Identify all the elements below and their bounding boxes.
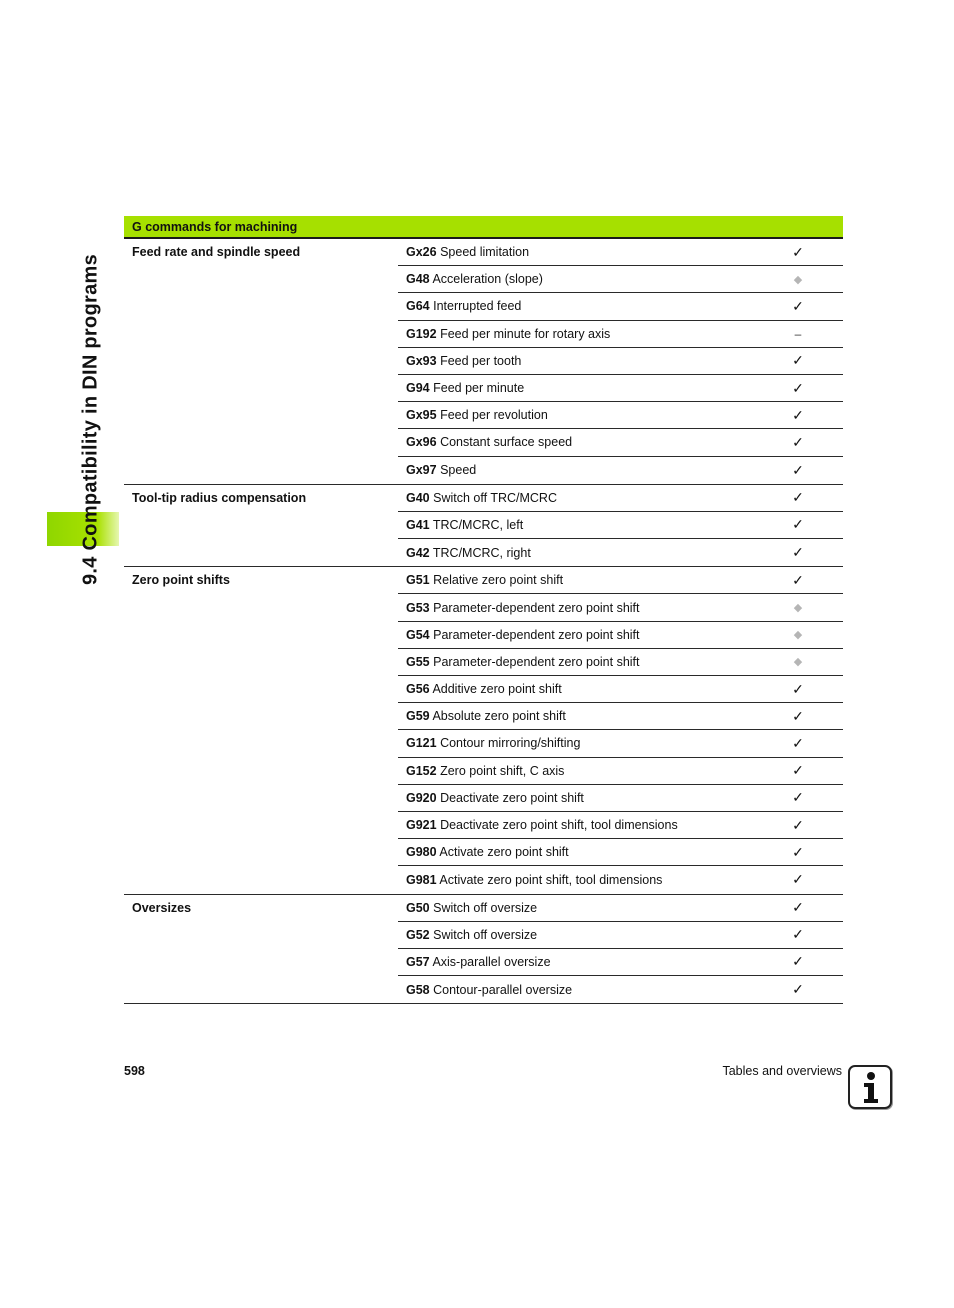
command-code: G41 (406, 517, 430, 532)
footer-section-title: Tables and overviews (722, 1064, 842, 1078)
command-cell (398, 983, 753, 997)
command-code: G64 (406, 299, 430, 314)
check-icon: ✓ (792, 406, 804, 423)
command-code: G56 (406, 682, 430, 697)
table-row (398, 594, 843, 621)
diamond-icon: ◆ (793, 273, 803, 286)
command-description: Speed (440, 463, 477, 478)
command-cell (398, 272, 753, 286)
command-description: Feed per revolution (440, 408, 548, 423)
table-row (398, 649, 843, 676)
command-cell (398, 764, 753, 778)
command-description: Contour-parallel oversize (433, 982, 573, 997)
table-row (398, 758, 843, 785)
command-description: Parameter-dependent zero point shift (433, 654, 640, 669)
group-label: Oversizes (132, 900, 192, 915)
check-icon: ✓ (792, 297, 804, 314)
section-title-vertical: 9.4 Compatibility in DIN programs (79, 253, 102, 585)
command-code: G50 (406, 900, 430, 915)
group-label: Tool-tip radius compensation (132, 490, 307, 505)
command-cell (398, 955, 753, 969)
command-cell (398, 901, 753, 915)
command-code: G192 (406, 326, 437, 341)
command-code: G121 (406, 736, 437, 751)
command-code: G920 (406, 790, 437, 805)
command-cell (398, 245, 753, 259)
command-description: Additive zero point shift (432, 682, 562, 697)
check-icon: ✓ (792, 680, 804, 697)
command-cell (398, 408, 753, 422)
table-group (124, 567, 843, 894)
group-rows (398, 895, 843, 1004)
command-code: G55 (406, 654, 430, 669)
command-description: Feed per minute for rotary axis (440, 326, 611, 341)
command-description: Feed per tooth (440, 353, 522, 368)
diamond-icon: ◆ (793, 602, 803, 615)
check-icon: ✓ (792, 843, 804, 860)
command-code: G980 (406, 845, 437, 860)
group-rows (398, 567, 843, 893)
command-description: TRC/MCRC, left (432, 517, 524, 532)
command-cell (398, 682, 753, 696)
table-body (124, 239, 843, 1004)
page-number: 598 (124, 1064, 145, 1078)
command-code: G52 (406, 927, 430, 942)
command-cell (398, 736, 753, 750)
table-row (398, 375, 843, 402)
table-row (398, 239, 843, 266)
table-row (398, 622, 843, 649)
table-group (124, 239, 843, 485)
command-code: G921 (406, 818, 437, 833)
command-cell (398, 463, 753, 477)
command-cell (398, 573, 753, 587)
command-cell (398, 873, 753, 887)
command-code: G981 (406, 872, 437, 887)
check-icon: ✓ (792, 899, 804, 916)
command-description: Axis-parallel oversize (432, 954, 551, 969)
command-cell (398, 435, 753, 449)
table-row (398, 922, 843, 949)
table-row (398, 457, 843, 484)
command-code: G58 (406, 982, 430, 997)
table-row (398, 402, 843, 429)
table-row (398, 539, 843, 566)
check-icon: ✓ (792, 871, 804, 888)
command-description: Acceleration (slope) (432, 272, 543, 287)
table-row (398, 785, 843, 812)
check-icon: ✓ (792, 816, 804, 833)
command-cell (398, 491, 753, 505)
command-description: Switch off TRC/MCRC (433, 490, 557, 505)
group-label: Zero point shifts (132, 573, 230, 588)
command-description: Speed limitation (440, 245, 530, 260)
command-cell (398, 928, 753, 942)
command-code: G53 (406, 600, 430, 615)
command-description: Switch off oversize (433, 900, 538, 915)
check-icon: ✓ (792, 981, 804, 998)
table-group (124, 485, 843, 568)
check-icon: ✓ (792, 707, 804, 724)
command-cell (398, 327, 753, 341)
check-icon: ✓ (792, 461, 804, 478)
table-row (398, 730, 843, 757)
check-icon: ✓ (792, 379, 804, 396)
table-row (398, 429, 843, 456)
check-icon: ✓ (792, 516, 804, 533)
command-code: Gx97 (406, 463, 437, 478)
table-row (398, 266, 843, 293)
command-cell (398, 299, 753, 313)
command-description: Interrupted feed (433, 299, 522, 314)
diamond-icon: ◆ (793, 656, 803, 669)
command-code: G51 (406, 573, 430, 588)
command-description: Absolute zero point shift (432, 709, 566, 724)
table-row (398, 567, 843, 594)
command-cell (398, 546, 753, 560)
command-cell (398, 381, 753, 395)
command-code: G42 (406, 545, 430, 560)
table-row (398, 839, 843, 866)
command-code: G94 (406, 381, 430, 396)
command-description: TRC/MCRC, right (432, 545, 531, 560)
check-icon: ✓ (792, 734, 804, 751)
command-cell (398, 601, 753, 615)
check-icon: ✓ (792, 789, 804, 806)
table-row (398, 895, 843, 922)
command-code: G57 (406, 954, 430, 969)
command-code: G40 (406, 490, 430, 505)
command-cell (398, 354, 753, 368)
check-icon: ✓ (792, 762, 804, 779)
check-icon: ✓ (792, 571, 804, 588)
command-description: Switch off oversize (433, 927, 538, 942)
command-code: G152 (406, 763, 437, 778)
command-code: Gx96 (406, 435, 437, 450)
command-description: Zero point shift, C axis (440, 763, 565, 778)
command-code: G54 (406, 627, 430, 642)
check-icon: ✓ (792, 243, 804, 260)
check-icon: ✓ (792, 352, 804, 369)
table-row (398, 676, 843, 703)
dash-icon: – (794, 326, 802, 341)
command-description: Constant surface speed (440, 435, 573, 450)
table-row (398, 812, 843, 839)
command-description: Deactivate zero point shift (440, 790, 584, 805)
table-row (398, 293, 843, 320)
command-description: Activate zero point shift (439, 845, 569, 860)
group-rows (398, 485, 843, 567)
command-cell (398, 818, 753, 832)
table-row (398, 976, 843, 1003)
info-icon (848, 1065, 892, 1109)
command-description: Deactivate zero point shift, tool dimensions (440, 818, 678, 833)
command-cell (398, 518, 753, 532)
command-code: Gx95 (406, 408, 437, 423)
command-cell (398, 791, 753, 805)
group-rows (398, 239, 843, 484)
command-description: Feed per minute (433, 381, 525, 396)
group-label: Feed rate and spindle speed (132, 245, 301, 259)
command-description: Parameter-dependent zero point shift (433, 600, 640, 615)
table-header: G commands for machining (124, 216, 843, 239)
diamond-icon: ◆ (793, 629, 803, 642)
command-cell (398, 655, 753, 669)
table-row (398, 703, 843, 730)
command-description: Activate zero point shift, tool dimensions (439, 872, 663, 887)
check-icon: ✓ (792, 544, 804, 561)
command-code: Gx93 (406, 353, 437, 368)
command-code: Gx26 (406, 245, 437, 260)
g-commands-table (124, 216, 843, 1004)
table-group (124, 895, 843, 1005)
command-description: Contour mirroring/shifting (440, 736, 581, 751)
check-icon: ✓ (792, 433, 804, 450)
table-row (398, 348, 843, 375)
command-cell (398, 628, 753, 642)
table-row (398, 512, 843, 539)
command-description: Parameter-dependent zero point shift (433, 627, 640, 642)
table-row (398, 866, 843, 893)
command-description: Relative zero point shift (433, 573, 564, 588)
command-code: G59 (406, 709, 430, 724)
table-row (398, 949, 843, 976)
command-code: G48 (406, 272, 430, 287)
table-row (398, 321, 843, 348)
command-cell (398, 845, 753, 859)
table-row (398, 485, 843, 512)
check-icon: ✓ (792, 926, 804, 943)
check-icon: ✓ (792, 953, 804, 970)
check-icon: ✓ (792, 489, 804, 506)
command-cell (398, 709, 753, 723)
